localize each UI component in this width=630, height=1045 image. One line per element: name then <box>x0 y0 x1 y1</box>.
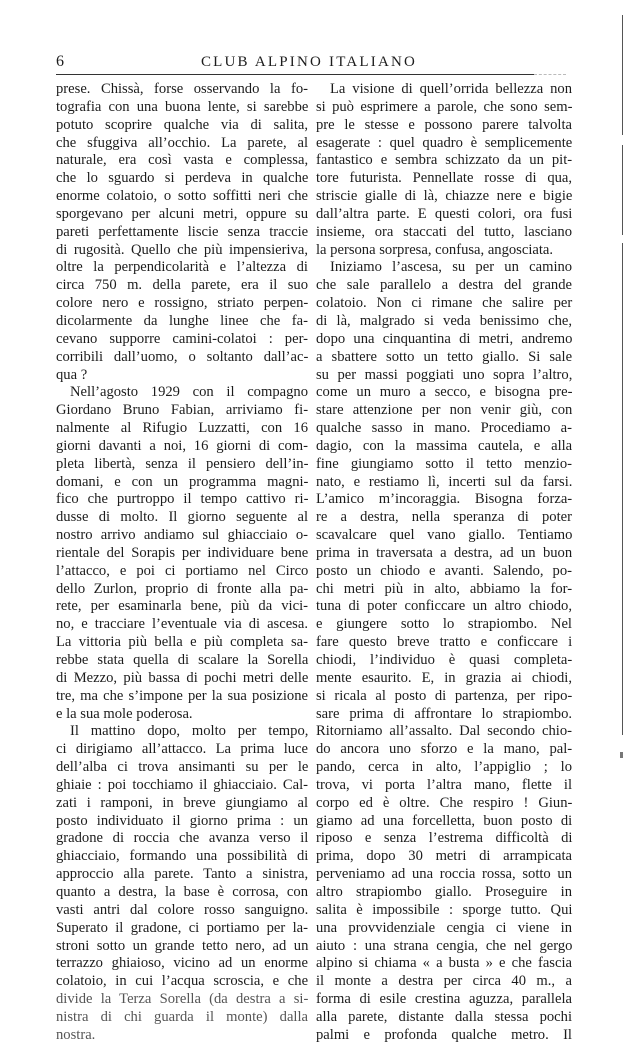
text-line: posto un chiodo e avanti. Salendo, po- <box>316 562 572 579</box>
text-line: tre, ma che s’impone per la sua posizione <box>56 687 308 704</box>
text-line: tuna di poter conficcare un altro chiodo, <box>316 598 572 615</box>
text-line: re a destra, nella speranza di poter <box>316 509 572 526</box>
text-line: giorni davanti a noi, 16 giorni di com- <box>56 437 308 454</box>
text-line: aiuto : una strana cengia, che nel gergo <box>316 937 573 954</box>
text-line: come un muro a secco, e bisogna pre- <box>316 384 573 401</box>
text-line: una provvidenziale cengia ci viene in <box>316 919 572 936</box>
text-line: L’amico m’incoraggia. Bisogna forza- <box>316 491 573 508</box>
text-line: l’attacco, e poi ci portiamo nel Circo <box>56 562 309 579</box>
text-line: nostra. <box>56 1026 96 1043</box>
text-line: tore futurista. Pennellate rosse di qua, <box>316 170 573 187</box>
text-line: sare prima di affrontare lo strapiombo. <box>316 705 573 722</box>
text-line: stare attenzione per non venir giù, con <box>316 402 573 419</box>
text-line: terrazzo ghiaioso, vicino ad un enorme <box>56 955 308 972</box>
text-line: nostro arrivo andiamo sul ghiacciaio o- <box>56 527 308 544</box>
text-line: ghiaie : poi tocchiamo il ghiacciaio. Cal- <box>56 776 308 793</box>
text-line: Il mattino dopo, molto per tempo, <box>70 723 309 740</box>
text-line: chiodi, l’individuo è quasi completa- <box>316 652 573 668</box>
text-line: dusse di molto. Il giorno seguente al <box>56 509 308 526</box>
text-line: nistra di chi guarda il monte) dalla <box>56 1008 309 1025</box>
page-number: 6 <box>56 53 64 70</box>
text-line: fico che purtroppo il tempo cattivo ri- <box>56 491 309 508</box>
text-line: pando, cerca in alto, l’appiglio ; lo <box>316 759 573 776</box>
text-line: divide la Terza Sorella (da destra a si- <box>56 991 309 1008</box>
text-line: scavalcare quel vano giallo. Tentiamo <box>316 527 573 544</box>
text-line: di Mezzo, più bassa di pochi metri delle <box>56 669 309 686</box>
text-line: Nell’agosto 1929 con il compagno <box>70 384 308 401</box>
text-line: enorme colatoio, o sotto soffitti neri che <box>56 188 308 205</box>
text-line: rebbe stata quella di scalare la Sorella <box>56 652 309 668</box>
left-column <box>56 81 308 1045</box>
text-line: di là, malgrado si veda benissimo che, <box>316 312 572 329</box>
text-line: zati i ramponi, in breve giungiamo al <box>56 794 309 811</box>
scan-edge-gap <box>619 135 625 145</box>
text-line: dell’alba ci trova ansimanti su per le <box>56 759 309 776</box>
text-line: si può esprimere a parole, che sono sem- <box>316 98 573 115</box>
text-line: salita è impossibile : sporge tutto. Qui <box>316 901 573 918</box>
text-line: posto individuato il giorno prima : un <box>56 812 308 829</box>
text-line: rete, per esaminarla bene, più da vici- <box>56 598 308 615</box>
text-line: La visione di quell’orrida bellezza non <box>330 81 572 97</box>
text-line: approccio alla parete. Tanto a sinistra, <box>56 866 309 883</box>
text-line: prima in traversata a destra, ad un buon <box>316 544 573 561</box>
text-line: gradone di roccia che avanza verso il <box>56 830 309 847</box>
text-line: potuto scoprire qualche via di salita, <box>56 116 308 133</box>
page-header <box>56 52 562 72</box>
text-line: dicolarmente da lunghe linee che fa- <box>56 312 308 329</box>
text-line: e la sua mole poderosa. <box>56 705 193 722</box>
text-line: stroni sotto un grande tetto nero, ad un <box>56 937 309 954</box>
text-line: dello Zurlon, proprio di fronte alla pa- <box>56 580 309 597</box>
text-line: a sbattere sotto un tetto giallo. Si sale <box>316 348 573 365</box>
text-line: di rugosità. Quello che più impensieriva, <box>56 241 308 258</box>
text-line: la persona sorpresa, confusa, angosciata. <box>316 241 554 258</box>
text-line: nalmente al Rifugio Luzzatti, con 16 <box>56 420 308 437</box>
text-line: pareti perfettamente liscie senza traccie <box>56 223 309 240</box>
running-title: CLUB ALPINO ITALIANO <box>200 54 418 70</box>
text-line: Iniziamo l’ascesa, su per un camino <box>330 259 573 276</box>
text-line: cevano supporre camini-colatoi : per- <box>56 330 308 347</box>
header-rule <box>56 74 534 75</box>
text-line: naturale, era così vasta e complessa, <box>56 152 309 169</box>
scan-edge-gap <box>619 235 625 243</box>
text-line: nato, e restiamo lì, incerti sul da farsi. <box>316 473 573 490</box>
text-line: che sfuggiva all’occhio. La parete, al <box>56 134 308 151</box>
text-line: altro strapiombo giallo. Proseguire in <box>316 883 572 900</box>
text-line: pleta libertà, senza il pensiero dell’in- <box>56 455 309 472</box>
text-line: perveniamo ad una roccia rossa, sotto un <box>316 866 572 883</box>
text-line: il monte a destra per circa 40 m., a <box>316 973 572 990</box>
text-line: fine giungiamo sotto il tetto menzio- <box>316 455 572 472</box>
text-line: forma di esile crestina aguzza, parallela <box>316 991 572 1008</box>
text-line: alpino si chiama « a busta » e che fascia <box>316 955 572 972</box>
text-line: fare questo breve tratto e conficcare i <box>316 634 573 651</box>
text-line: vasti antri dal colore rosso sanguigno. <box>56 901 309 918</box>
text-line: esagerate : quel quadro è semplicemente <box>316 134 573 151</box>
text-line: insieme, ora staccati del tutto, lasciano <box>316 223 572 240</box>
text-line: dall’altra parte. E questi colori, ora fusi <box>316 205 573 222</box>
text-line: colatoio. Non ci rimane che salire per <box>316 295 573 312</box>
text-line: striscie gialle di là, chiazze nere e bigie <box>316 188 573 205</box>
text-line: La vittoria più bella e più completa sa- <box>56 634 308 651</box>
text-line: no, e tracciare l’eventuale via di ascesa. <box>56 616 308 633</box>
text-line: prese. Chissà, forse osservando la fo- <box>56 81 308 97</box>
text-line: ci dirigiamo all’attacco. La prima luce <box>56 741 308 758</box>
text-line: ghiacciaio, formando una possibilità di <box>56 848 309 865</box>
text-line: palmi e profonda qualche metro. Il <box>316 1026 572 1043</box>
text-line: Ritorniamo all’assalto. Dal secondo chio- <box>316 723 572 740</box>
text-line: che lo sguardo si perdeva in qualche <box>56 170 309 187</box>
text-line: qua ? <box>56 366 88 383</box>
text-line: quanto a destra, la base è corrosa, con <box>56 883 308 900</box>
text-line: circa 750 m. della parete, era il suo <box>56 277 308 294</box>
text-line: tografia con una buona lente, si sarebbe <box>56 98 309 115</box>
text-line: e giungere sotto lo strapiombo. Nel <box>316 616 572 633</box>
text-line: Giordano Bruno Fabian, arriviamo fi- <box>56 402 309 419</box>
header-rule-faint <box>534 74 566 75</box>
text-line: oltre la perpendicolarità e l’altezza di <box>56 259 308 276</box>
text-line: che sale parallelo a destra del grande <box>316 277 572 294</box>
text-line: colatoio, in cui l’acqua scroscia, e che <box>56 973 309 990</box>
text-line: colore nero e rossigno, striato perpen- <box>56 295 309 312</box>
text-line: pre le stesse e possono parere talvolta <box>316 116 572 133</box>
text-line: mente esaurito. E, in grazia ai chiodi, <box>316 669 572 686</box>
text-line: Superato il gradone, ci portiamo per la- <box>56 919 308 936</box>
text-line: si ricala al posto di partenza, per ripo- <box>316 687 573 704</box>
text-line: rientale del Sorapis per individuare bene <box>56 544 309 561</box>
text-line: corribili dall’uomo, o soltanto dall’ac- <box>56 348 309 365</box>
text-line: dagio, con la massima cautela, e alla <box>316 437 573 454</box>
text-line: alla parete, distante dalla stessa pochi <box>316 1008 572 1025</box>
text-line: sporgevano per alcuni metri, oppure su <box>56 205 308 222</box>
text-line: su per massi poggiati uno sopra l’altro, <box>316 366 573 383</box>
text-line: giamo ad una forcelletta, buon posto di <box>316 812 573 829</box>
text-line: fantastico e sembra schizzato da un pit- <box>316 152 573 169</box>
text-line: corpo ed è oltre. Che respiro ! Giun- <box>316 794 573 811</box>
text-line: trova, vi porta l’altra mano, flette il <box>316 776 572 793</box>
scan-edge-mark <box>620 752 623 758</box>
text-line: do ancora uno sforzo e la mano, pal- <box>316 741 573 758</box>
text-line: dopo una cinquantina di metri, andremo <box>316 330 573 347</box>
right-column <box>316 81 572 1045</box>
text-line: chi metri più in alto, abbiamo la for- <box>316 580 573 597</box>
text-line: qualche sasso in mano. Procediamo a- <box>316 420 572 437</box>
text-line: domani, e con un programma magni- <box>56 473 309 490</box>
text-line: prima, dopo 30 metri di arrampicata <box>316 848 572 865</box>
scan-edge-line <box>622 15 623 735</box>
text-line: riposo e senza l’estrema difficoltà di <box>316 830 573 847</box>
